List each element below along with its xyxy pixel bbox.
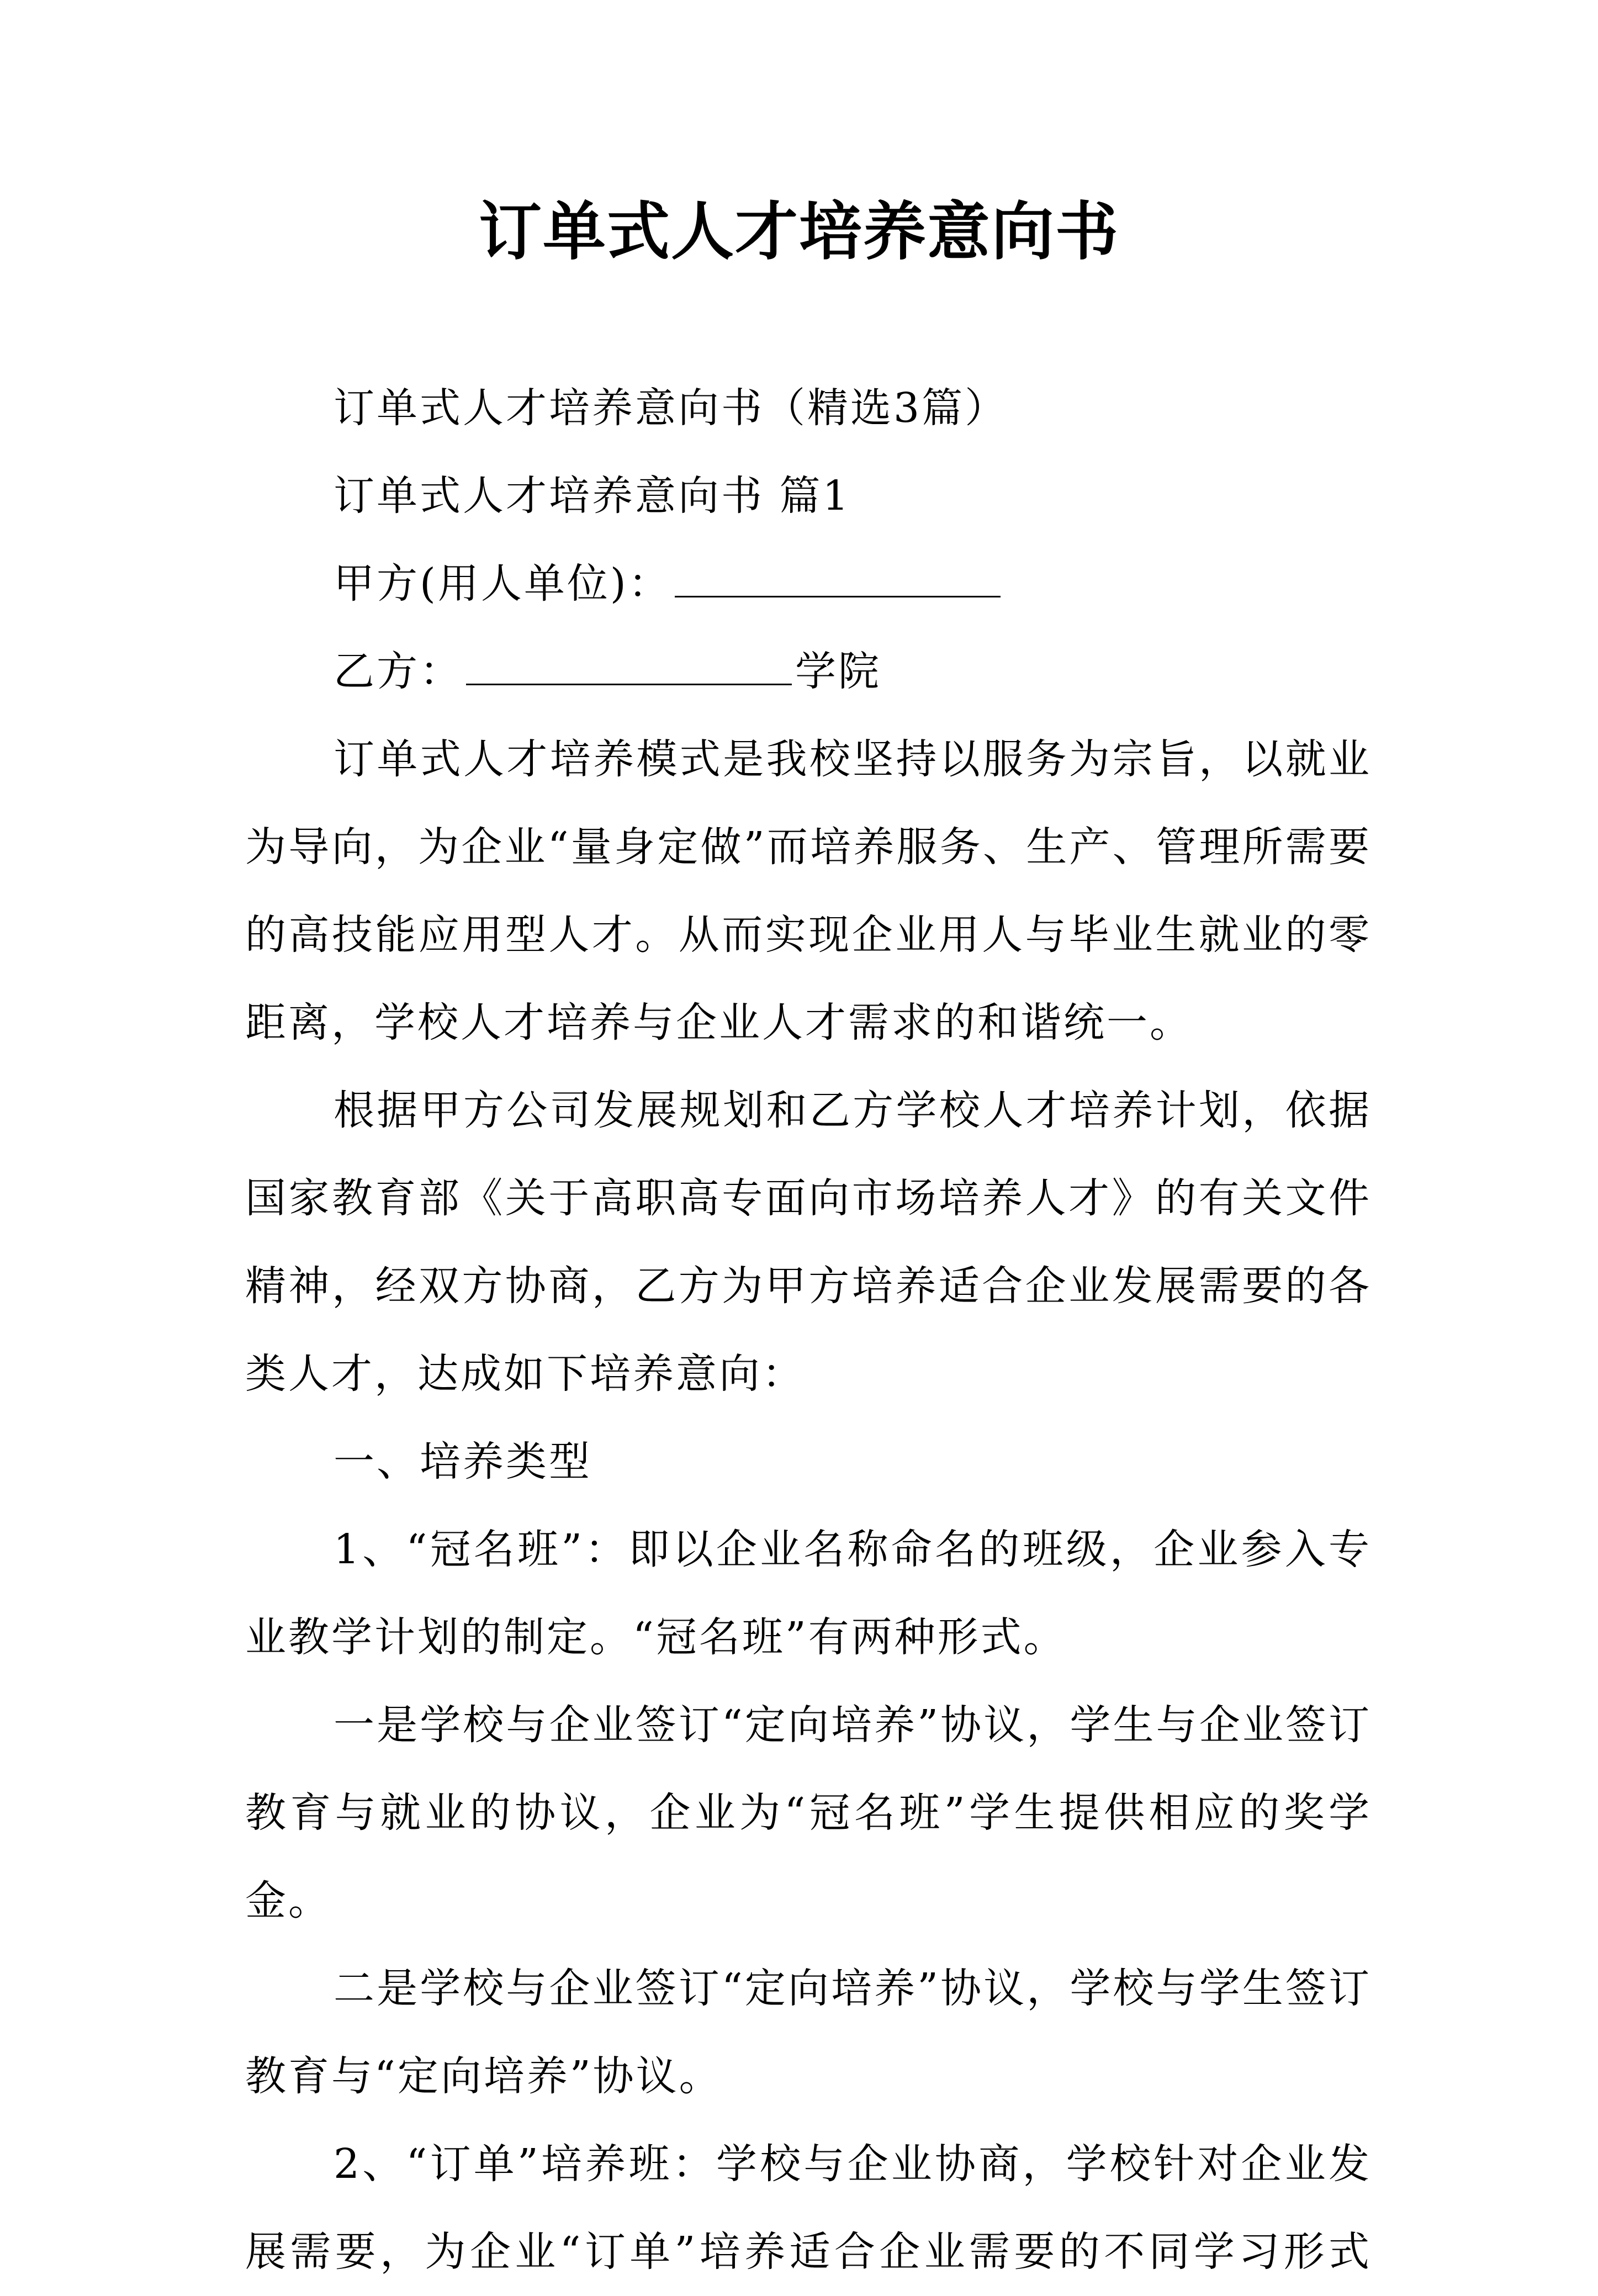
party-a-blank bbox=[675, 557, 1001, 597]
paragraph-named-class: 1、“冠名班”：即以企业名称命名的班级，企业参入专业教学计划的制定。“冠名班”有两种形式。 bbox=[245, 1526, 1372, 1661]
paragraph-form-two: 二是学校与企业签订“定向培养”协议，学校与学生签订教育与“定向培养”协议。 bbox=[245, 1965, 1372, 2100]
section-heading: 订单式人才培养意向书 篇1 bbox=[334, 472, 851, 520]
paragraph-order-class: 2、“订单”培养班：学校与企业协商，学校针对企业发展需要，为企业“订单”培养适合企业需要的不同学习形式 bbox=[245, 2140, 1372, 2276]
party-a-label: 甲方(用人单位)： bbox=[334, 560, 671, 607]
paragraph-form-one: 一是学校与企业签订“定向培养”协议，学生与企业签订教育与就业的协议，企业为“冠名班”学生提供相应的奖学金。 bbox=[245, 1701, 1372, 1924]
party-b-blank bbox=[466, 645, 792, 685]
party-b-label: 乙方： bbox=[334, 648, 463, 695]
party-b-suffix: 学院 bbox=[795, 648, 881, 695]
paragraph-basis: 根据甲方公司发展规划和乙方学校人才培养计划，依据国家教育部《关于高职高专面向市场培养人才》的有关文件精神，经双方协商，乙方为甲方培养适合企业发展需要的各类人才，达成如下培养意向： bbox=[245, 1087, 1372, 1398]
subtitle-line: 订单式人才培养意向书（精选3篇） bbox=[334, 384, 1008, 432]
document-title: 订单式人才培养意向书 bbox=[478, 195, 1119, 268]
paragraph-mode: 订单式人才培养模式是我校坚持以服务为宗旨，以就业为导向，为企业“量身定做”而培养服务、生产、管理所需要的高技能应用型人才。从而实现企业用人与毕业生就业的零距离，学校人才培养与企业人才需求的和谐统一。 bbox=[245, 736, 1372, 1046]
party-a-line bbox=[245, 540, 1372, 628]
party-b-line bbox=[245, 628, 1372, 716]
heading-training-type: 一、培养类型 bbox=[334, 1438, 592, 1485]
document-body bbox=[245, 364, 1372, 2296]
